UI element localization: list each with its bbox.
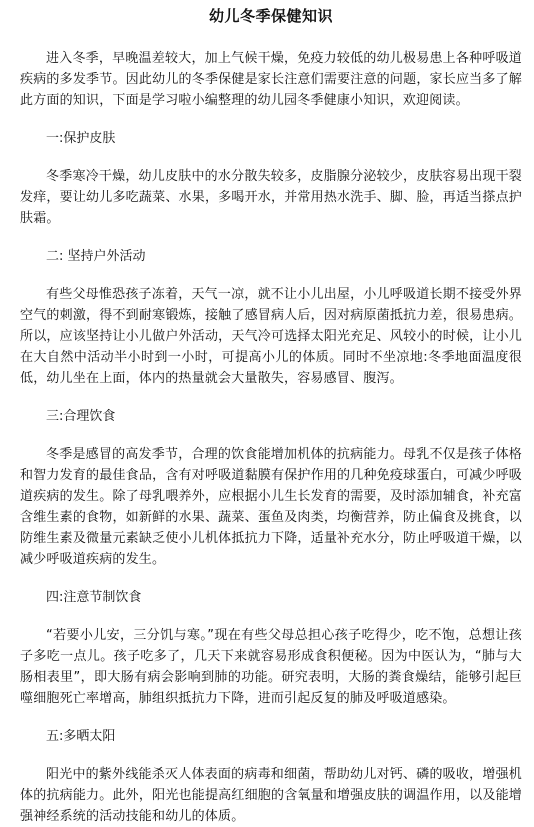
section-body-sunlight: 阳光中的紫外线能杀灭人体表面的病毒和细菌，帮助幼儿对钙、磷的吸收，增强机体的抗病能力。此外，阳光也能提高红细胞的含氧量和增强皮肤的调温作用，以及能增强神经系统的活动技能和幼儿的体质。 [20,767,522,824]
section-heading-moderation: 四:注意节制饮食 [46,590,142,605]
document-title: 幼儿冬季保健知识 [208,7,333,25]
section-body-diet: 冬季是感冒的高发季节，合理的饮食能增加机体的抗病能力。母乳不仅是孩子体格和智力发育的最佳食品，含有对呼吸道黏膜有保护作用的几种免疫球蛋白，可减少呼吸道疾病的发生。除了母乳喂养外，应根据小儿生长发育的需要，及时添加辅食，补充富含维生素的食物，如新鲜的水果、蔬菜、蛋鱼及肉类，均衡营养，防止偏食及挑食，以防维生素及微量元素缺乏使小儿机体抵抗力下降，适量补充水分，防止呼吸道干燥，以减少呼吸道疾病的发生。 [20,447,522,567]
section-heading-diet: 三:合理饮食 [46,409,116,424]
section-heading-sunlight: 五:多晒太阳 [46,729,116,744]
section-body-outdoor: 有些父母惟恐孩子冻着，天气一凉，就不让小儿出屋，小儿呼吸道长期不接受外界空气的刺激，得不到耐寒锻炼，接触了感冒病人后，因对病原菌抵抗力差，很易患病。所以，应该坚持让小儿做户外活动，天气冷可选择太阳光充足、风较小的时候，让小儿在大自然中活动半小时到一小时，可提高小儿的体质。同时不坐凉地:冬季地面温度很低，幼儿坐在上面，体内的热量就会大量散失，容易感冒、腹泻。 [20,287,522,386]
section-body-skin: 冬季寒冷干燥，幼儿皮肤中的水分散失较多，皮脂腺分泌较少，皮肤容易出现干裂发痒，要让幼儿多吃蔬菜、水果，多喝开水，并常用热水洗手、脚、脸，再适当搽点护肤霜。 [20,169,522,226]
section-heading-outdoor: 二: 坚持户外活动 [46,249,146,264]
section-body-moderation: “若要小儿安，三分饥与寒。”现在有些父母总担心孩子吃得少，吃不饱，总想让孩子多吃一点儿。孩子吃多了，几天下来就容易形成食积便秘。因为中医认为，“肺与大肠相表里”，即大肠有病会影响到肺的功能。研究表明，大肠的粪食燥结，能够引起巨噬细胞死亡率增高，肺组织抵抗力下降，进而引起反复的肺及呼吸道感染。 [20,628,522,706]
intro-paragraph: 进入冬季，早晚温差较大，加上气候干燥，免疫力较低的幼儿极易患上各种呼吸道疾病的多发季节。因此幼儿的冬季保健是家长注意们需要注意的问题，家长应当多了解此方面的知识，下面是学习啦小编整理的幼儿园冬季健康小知识，欢迎阅读。 [20,51,522,108]
section-heading-skin: 一:保护皮肤 [46,131,116,146]
